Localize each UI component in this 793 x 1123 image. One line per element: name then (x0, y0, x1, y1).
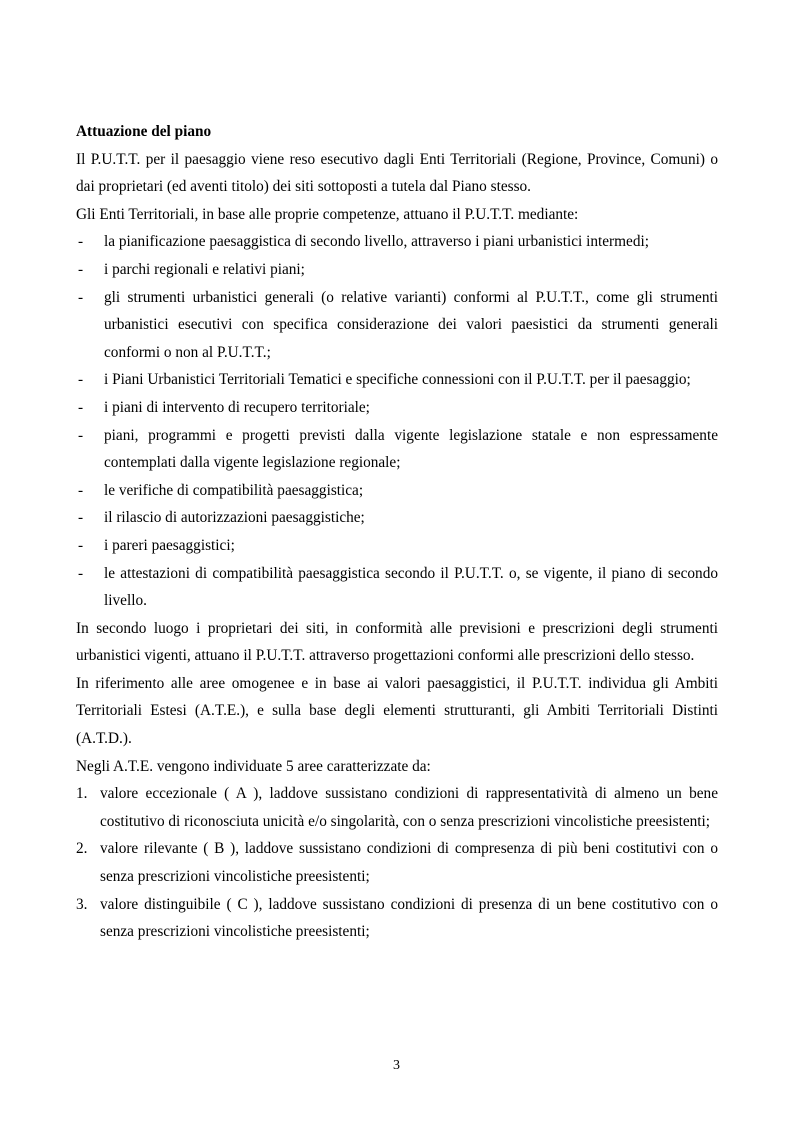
list-item-text: le verifiche di compatibilità paesaggistica; (104, 481, 364, 499)
bullet-list (76, 228, 718, 614)
list-item (76, 477, 718, 505)
bullet-marker: - (78, 371, 84, 389)
body-paragraph: Negli A.T.E. vengono individuate 5 aree caratterizzate da: (76, 757, 431, 775)
list-item (76, 256, 718, 284)
intro-paragraph: Gli Enti Territoriali, in base alle proprie competenze, attuano il P.U.T.T. mediante: (76, 205, 579, 223)
list-number: 2. (76, 840, 88, 858)
list-item-text: il rilascio di autorizzazioni paesaggistiche; (104, 509, 365, 527)
numbered-list-item (76, 891, 718, 946)
list-item (76, 394, 718, 422)
bullet-marker: - (78, 536, 84, 554)
bullet-marker: - (78, 288, 84, 306)
list-item (76, 532, 718, 560)
list-item-text: valore distinguibile ( C ), laddove sussistano condizioni di presenza di un bene costitutivo con o senza prescrizioni vincolistiche preesistenti; (100, 895, 718, 941)
list-number: 3. (76, 895, 88, 913)
list-item-text: la pianificazione paesaggistica di secondo livello, attraverso i piani urbanistici intermedi; (104, 233, 649, 251)
numbered-list-item (76, 780, 718, 835)
list-item-text: valore rilevante ( B ), laddove sussistano condizioni di compresenza di più beni costitutivi con o senza prescrizioni vincolistiche preesistenti; (100, 840, 718, 886)
bullet-marker: - (78, 426, 84, 444)
list-item (76, 504, 718, 532)
list-item (76, 560, 718, 615)
list-item-text: i parchi regionali e relativi piani; (104, 260, 305, 278)
list-item-text: le attestazioni di compatibilità paesaggistica secondo il P.U.T.T. o, se vigente, il piano di secondo livello. (104, 564, 718, 610)
bullet-marker: - (78, 509, 84, 527)
body-paragraph: In secondo luogo i proprietari dei siti, in conformità alle previsioni e prescrizioni degli strumenti urbanistici vigenti, attuano il P.U.T.T. attraverso progettazioni conformi alle prescrizioni dello stesso. (76, 619, 718, 665)
list-item-text: valore eccezionale ( A ), laddove sussistano condizioni di rappresentatività di almeno un bene costitutivo di riconosciuta unicità e/o singolarità, con o senza prescrizioni vincolistiche preesistenti; (100, 785, 718, 830)
list-item-text: i piani di intervento di recupero territoriale; (104, 398, 370, 416)
bullet-marker: - (78, 398, 84, 416)
list-item (76, 422, 718, 477)
list-item-text: i pareri paesaggistici; (104, 536, 235, 554)
bullet-marker: - (78, 260, 84, 278)
body-paragraph: In riferimento alle aree omogenee e in base ai valori paesaggistici, il P.U.T.T. individua gli Ambiti Territoriali Estesi (A.T.E.), e sulla base degli elementi strutturanti, gli Ambiti Territoriali Distinti (A.T.D.). (76, 674, 718, 748)
bullet-marker: - (78, 564, 84, 582)
bullet-marker: - (78, 481, 84, 499)
bullet-marker: - (78, 233, 84, 251)
list-number: 1. (76, 785, 88, 803)
list-item-text: piani, programmi e progetti previsti dalla vigente legislazione statale e non espressamente contemplati dalla vigente legislazione regionale; (104, 426, 718, 472)
section-heading: Attuazione del piano (76, 123, 212, 140)
list-item (76, 284, 718, 367)
list-item-text: i Piani Urbanistici Territoriali Tematici e specifiche connessioni con il P.U.T.T. per il paesaggio; (104, 371, 691, 389)
numbered-list (76, 780, 718, 946)
intro-paragraph: Il P.U.T.T. per il paesaggio viene reso esecutivo dagli Enti Territoriali (Regione, Province, Comuni) o dai proprietari (ed aventi titolo) dei siti sottoposti a tutela dal Piano stesso. (76, 150, 718, 196)
page-number: 3 (393, 1058, 400, 1073)
list-item (76, 228, 718, 256)
list-item (76, 366, 718, 394)
numbered-list-item (76, 835, 718, 890)
document-body (76, 118, 718, 946)
list-item-text: gli strumenti urbanistici generali (o relative varianti) conformi al P.U.T.T., come gli strumenti urbanistici esecutivi con specifica considerazione dei valori paesistici da strumenti generali conformi o non al P.U.T.T.; (104, 288, 718, 361)
